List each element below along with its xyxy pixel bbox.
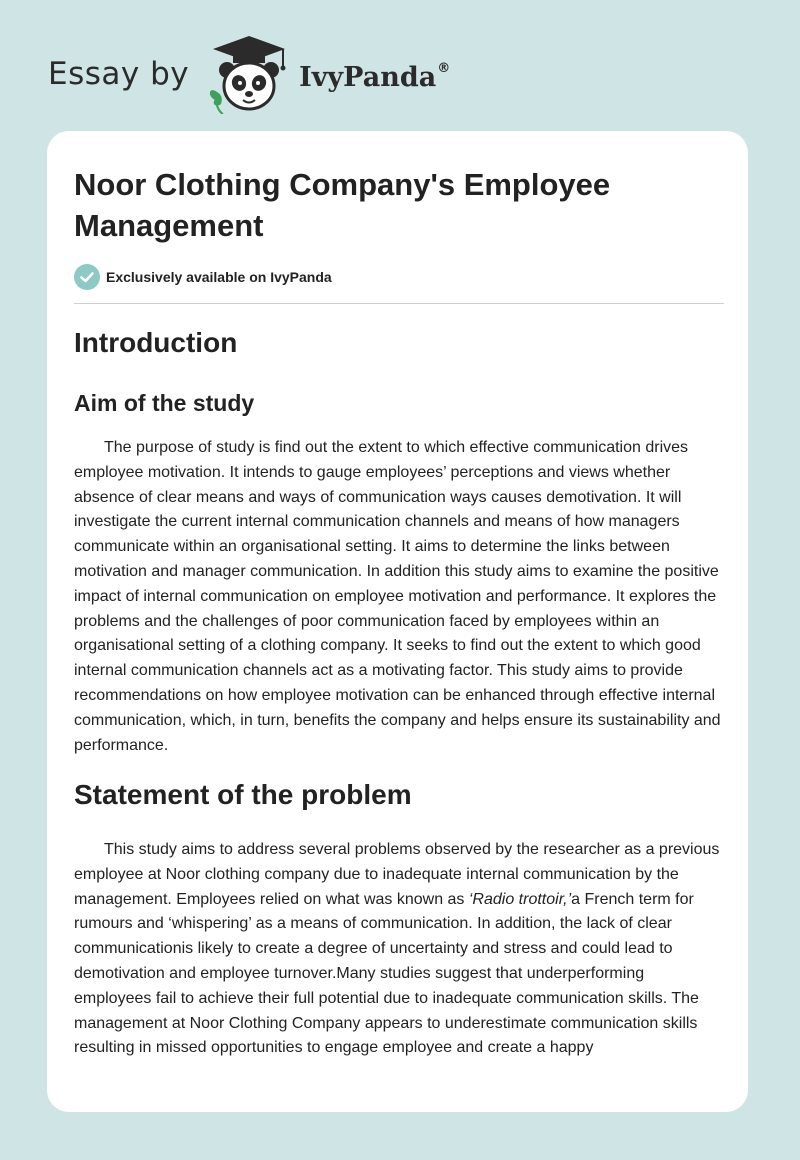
availability-text: Exclusively available on IvyPanda [106,269,332,285]
subheading-aim-of-study: Aim of the study [74,390,255,416]
section-heading-problem: Statement of the problem [74,779,412,810]
problem-text-part2: a French term for rumours and ‘whispering’ as a means of communication. In addition, the lack of clear communicationis likely to create a degree of uncertainty and stress and could lead to demotivation and employee turnover.Many studies suggest that underperforming employees fail to achieve their full potential due to inadequate communication skills. The management at Noor Clothing Company appears to underestimate communication skills resulting in missed opportunities to engage employee and create a happy [74,890,699,1057]
check-circle-icon [74,264,100,290]
essay-title: Noor Clothing Company's Employee Management [74,167,611,243]
problem-text-part1: This study aims to address several problems observed by the researcher as a previous employee at Noor clothing company due to inadequate internal communication by the management. Employees relied on what was known as [74,841,720,908]
essay-card [47,131,748,1112]
availability-badge [74,264,332,290]
title-divider [74,303,724,304]
section-heading-introduction: Introduction [74,327,238,358]
site-header [48,34,450,114]
aim-paragraph: The purpose of study is find out the extent to which effective communication drives employee motivation. It intends to gauge employees’ perceptions and views whether absence of clear means and ways of communication ways causes demotivation. It will investigate the current internal communication channels and means of how managers communicate within an organisational setting. It aims to determine the links between motivation and manager communication. In addition this study aims to examine the positive impact of internal communication on employee motivation and performance. It explores the problems and the challenges of poor communication faced by employees within an organisational setting of a clothing company. It seeks to find out the extent to which good internal communication channels act as a motivating factor. This study aims to provide recommendations on how employee motivation can be enhanced through effective internal communication, which, in turn, benefits the company and helps ensure its sustainability and performance. [74,439,721,754]
essay-by-label: Essay by [48,56,190,92]
problem-text-italic: ‘Radio trottoir,’ [468,890,572,908]
brand-text: IvyPanda [299,62,437,93]
problem-paragraph [74,838,724,1061]
brand-name[interactable] [299,61,450,93]
panda-graduate-icon[interactable] [203,34,295,114]
registered-mark: ® [437,61,451,76]
